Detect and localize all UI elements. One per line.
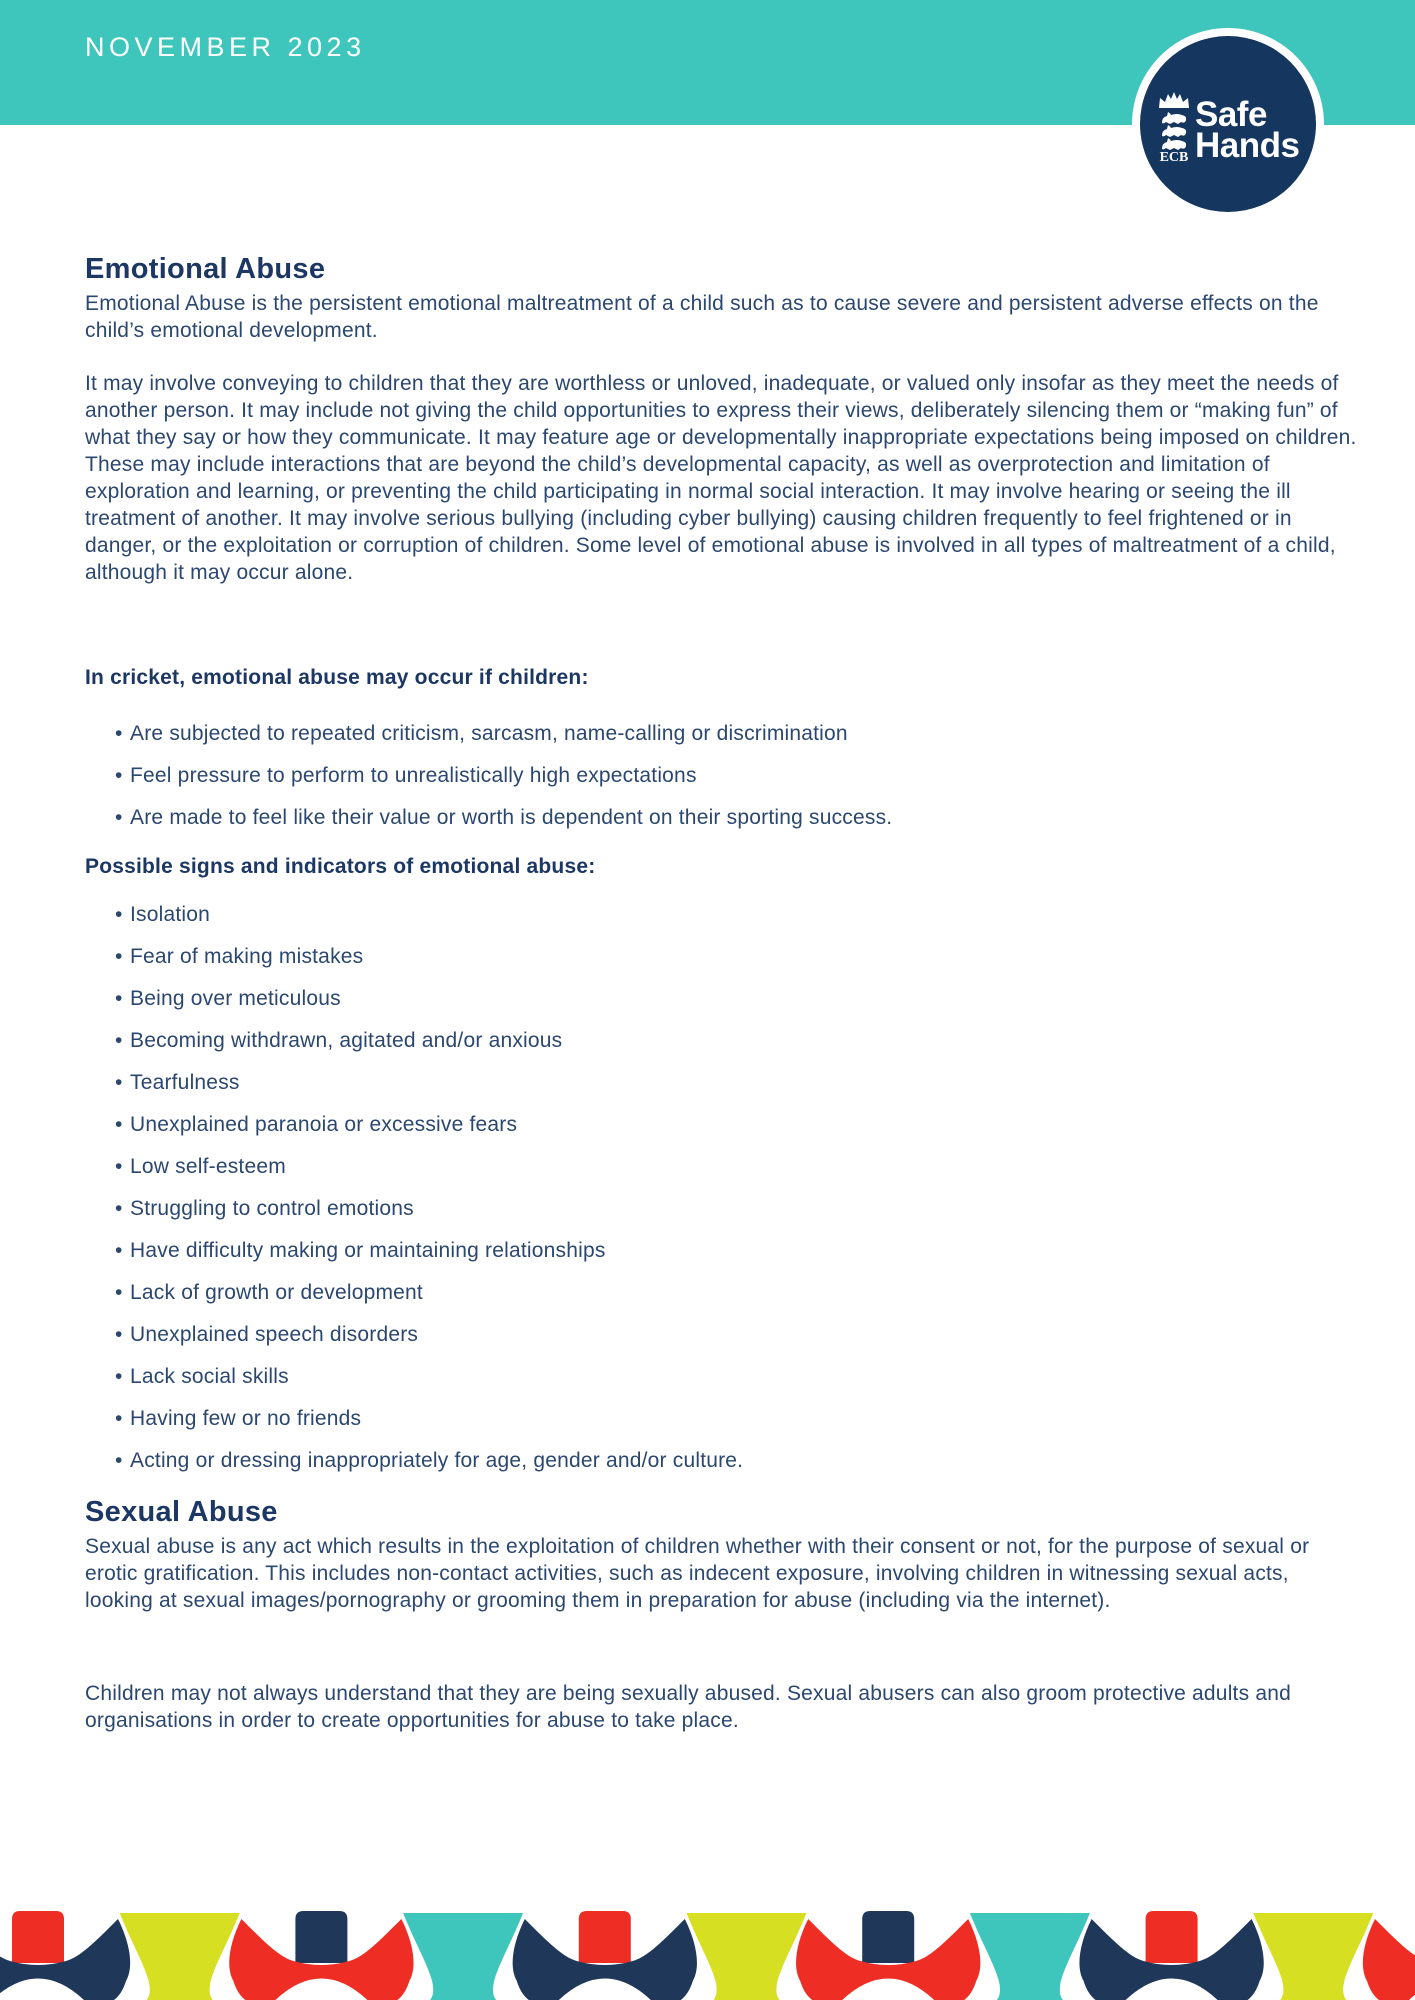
cricket-bullet-list — [85, 720, 1357, 831]
section-title-emotional-abuse: Emotional Abuse — [85, 253, 326, 285]
figure-head — [862, 1911, 914, 1963]
figure-torso — [1253, 1913, 1373, 2000]
figure-torso — [403, 1913, 523, 2000]
subheading-signs: Possible signs and indicators of emotional abuse: — [85, 855, 596, 878]
figure-torso — [120, 1913, 240, 2000]
document-content — [85, 0, 1357, 1734]
figure-torso — [970, 1913, 1090, 2000]
bullet-item: • Unexplained paranoia or excessive fears — [115, 1111, 1357, 1138]
section-title-sexual-abuse: Sexual Abuse — [85, 1496, 278, 1528]
figure-head — [295, 1911, 347, 1963]
bullet-item: • Are subjected to repeated criticism, sarcasm, name-calling or discrimination — [115, 720, 1357, 747]
bullet-item: • Becoming withdrawn, agitated and/or anxious — [115, 1027, 1357, 1054]
emotional-paragraph-1: Emotional Abuse is the persistent emotional maltreatment of a child such as to cause severe and persistent adverse effects on the child’s emotional development. — [85, 292, 1319, 342]
bullet-item: • Being over meticulous — [115, 985, 1357, 1012]
bullet-item: • Lack social skills — [115, 1363, 1357, 1390]
figure-head — [1146, 1911, 1198, 1963]
bullet-item: • Struggling to control emotions — [115, 1195, 1357, 1222]
sexual-paragraph-2: Children may not always understand that they are being sexually abused. Sexual abusers can also groom protective adults and organisations in order to create opportunities for abuse to take place. — [85, 1682, 1291, 1732]
sexual-paragraph-1: Sexual abuse is any act which results in the exploitation of children whether with their consent or not, for the purpose of sexual or erotic gratification. This includes non-contact activities, such as indecent exposure, involving children in witnessing sexual acts, looking at sexual images/pornography or grooming them in preparation for abuse (including via the internet). — [85, 1535, 1310, 1612]
bullet-item: • Are made to feel like their value or worth is dependent on their sporting success. — [115, 804, 1357, 831]
bullet-item: • Tearfulness — [115, 1069, 1357, 1096]
crest-ecb-label: ECB — [1159, 150, 1189, 165]
bullet-item: • Feel pressure to perform to unrealistically high expectations — [115, 762, 1357, 789]
bullet-item: • Lack of growth or development — [115, 1279, 1357, 1306]
signs-bullet-list — [85, 901, 1357, 1474]
bullet-item: • Unexplained speech disorders — [115, 1321, 1357, 1348]
bullet-item: • Acting or dressing inappropriately for age, gender and/or culture. — [115, 1447, 1357, 1474]
footer-pattern-svg — [0, 1905, 1415, 2000]
header-date: NOVEMBER 2023 — [85, 32, 366, 62]
figure-body — [1363, 1919, 1415, 2000]
emotional-paragraph-2: It may involve conveying to children that they are worthless or unloved, inadequate, or valued only insofar as they meet the needs of another person. It may include not giving the child opportunities to express their views, deliberately silencing them or “making fun” of what they say or how they communicate. It may feature age or developmentally inappropriate expectations being imposed on children. These may include interactions that are beyond the child’s developmental capacity, as well as overprotection and limitation of exploration and learning, or preventing the child participating in normal social interaction. It may involve hearing or seeing the ill treatment of another. It may involve serious bullying (including cyber bullying) causing children frequently to feel frightened or in danger, or the exploitation or corruption of children. Some level of emotional abuse is involved in all types of maltreatment of a child, although it may occur alone. — [85, 372, 1357, 584]
figure-head — [579, 1911, 631, 1963]
bullet-item: • Having few or no friends — [115, 1405, 1357, 1432]
figure-head — [12, 1911, 64, 1963]
bullet-item: • Have difficulty making or maintaining relationships — [115, 1237, 1357, 1264]
subheading-cricket: In cricket, emotional abuse may occur if children: — [85, 666, 589, 689]
logo-word-safe: Safe — [1195, 95, 1267, 134]
footer-people-pattern — [0, 1905, 1415, 2000]
logo-word-hands: Hands — [1195, 126, 1300, 165]
figure-torso — [687, 1913, 807, 2000]
bullet-item: • Low self-esteem — [115, 1153, 1357, 1180]
bullet-item: • Fear of making mistakes — [115, 943, 1357, 970]
bullet-item: • Isolation — [115, 901, 1357, 928]
